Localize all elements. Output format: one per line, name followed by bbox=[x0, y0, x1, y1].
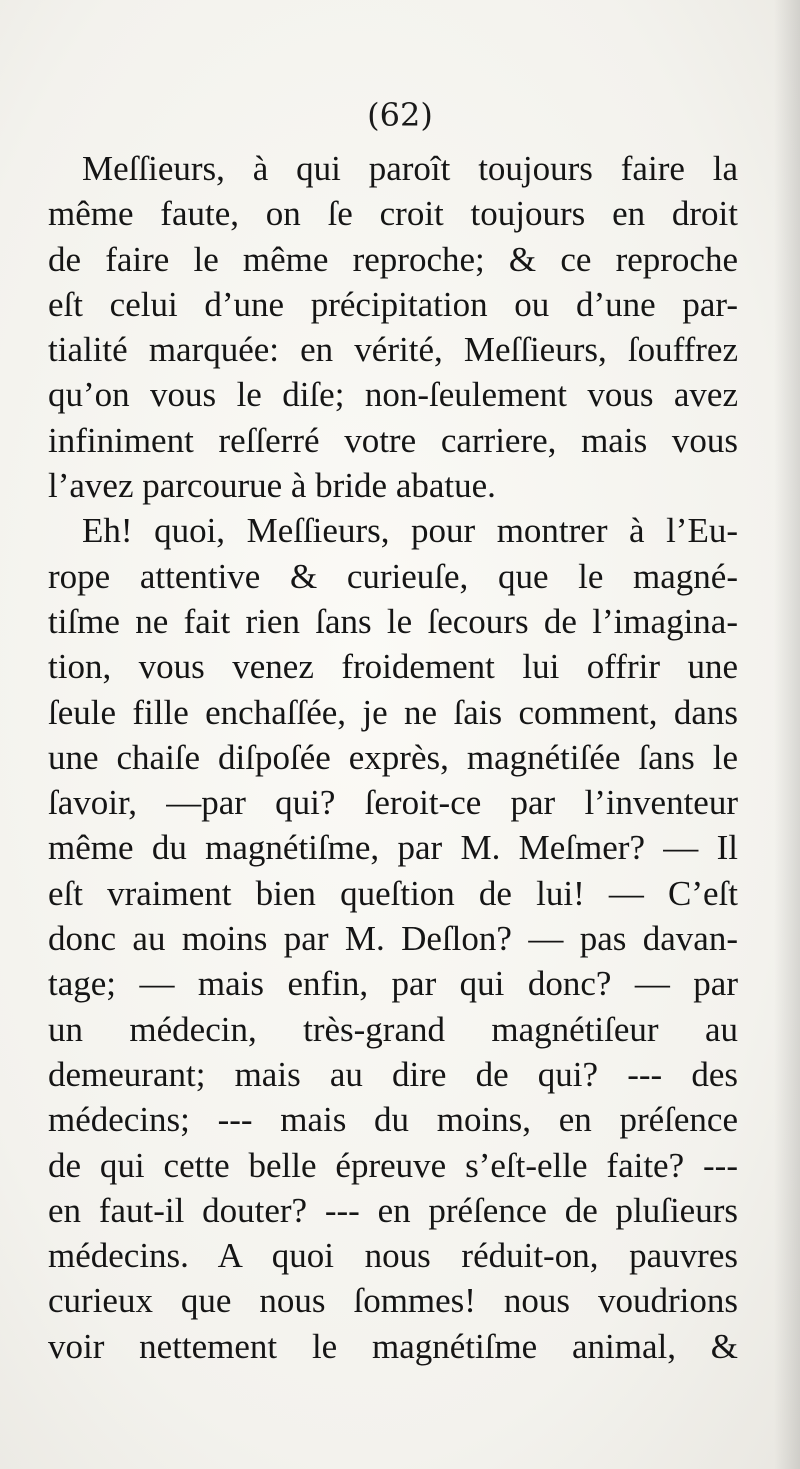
text-line: Meſſieurs, à qui paroît toujours faire la bbox=[82, 149, 738, 188]
text-line: eſt celui d’une précipitation ou d’une par- bbox=[48, 284, 738, 324]
text-line: infiniment reſſerré votre carriere, mais vous bbox=[48, 420, 738, 460]
text-line: médecins. A quoi nous réduit-on, pauvres bbox=[48, 1236, 738, 1276]
text-line: tage; — mais enfin, par qui donc? — par bbox=[48, 964, 738, 1004]
text-line: un médecin, très-grand magnétiſeur au bbox=[48, 1009, 738, 1049]
text-line: même faute, on ſe croit toujours en droit bbox=[48, 194, 738, 234]
text-line: une chaiſe diſpoſée exprès, magnétiſée ſans le bbox=[48, 737, 738, 777]
text-line: tialité marquée: en vérité, Meſſieurs, ſouffrez bbox=[48, 330, 738, 370]
text-line: ſavoir, —par qui? ſeroit-ce par l’inventeur bbox=[48, 783, 738, 823]
body-text bbox=[48, 146, 738, 1369]
text-line: de faire le même reproche; & ce reproche bbox=[48, 239, 738, 279]
text-line: même du magnétiſme, par M. Meſmer? — Il bbox=[48, 828, 738, 868]
text-line: tiſme ne fait rien ſans le ſecours de l’imagina- bbox=[48, 601, 738, 641]
text-line: ſeule fille enchaſſée, je ne ſais comment, dans bbox=[48, 692, 738, 732]
text-line: Eh! quoi, Meſſieurs, pour montrer à l’Eu- bbox=[82, 511, 738, 551]
page-number: (62) bbox=[367, 96, 433, 134]
page-edge-shadow bbox=[774, 0, 800, 1469]
text-line: demeurant; mais au dire de qui? --- des bbox=[48, 1054, 738, 1094]
text-line: donc au moins par M. Deſlon? — pas davan- bbox=[48, 919, 738, 959]
text-line: tion, vous venez froidement lui offrir une bbox=[48, 647, 738, 687]
text-line: médecins; --- mais du moins, en préſence bbox=[48, 1100, 738, 1140]
text-line: eſt vraiment bien queſtion de lui! — C’eſt bbox=[48, 873, 738, 913]
text-line: voir nettement le magnétiſme animal, & bbox=[48, 1326, 738, 1366]
text-line: curieux que nous ſommes! nous voudrions bbox=[48, 1281, 738, 1321]
text-line: de qui cette belle épreuve s’eſt-elle faite? --- bbox=[48, 1145, 738, 1185]
text-line: en faut-il douter? --- en préſence de pluſieurs bbox=[48, 1190, 738, 1230]
text-line: qu’on vous le diſe; non-ſeulement vous avez bbox=[48, 375, 738, 415]
text-line: rope attentive & curieuſe, que le magné- bbox=[48, 556, 738, 596]
text-line: l’avez parcourue à bride abatue. bbox=[48, 466, 496, 506]
